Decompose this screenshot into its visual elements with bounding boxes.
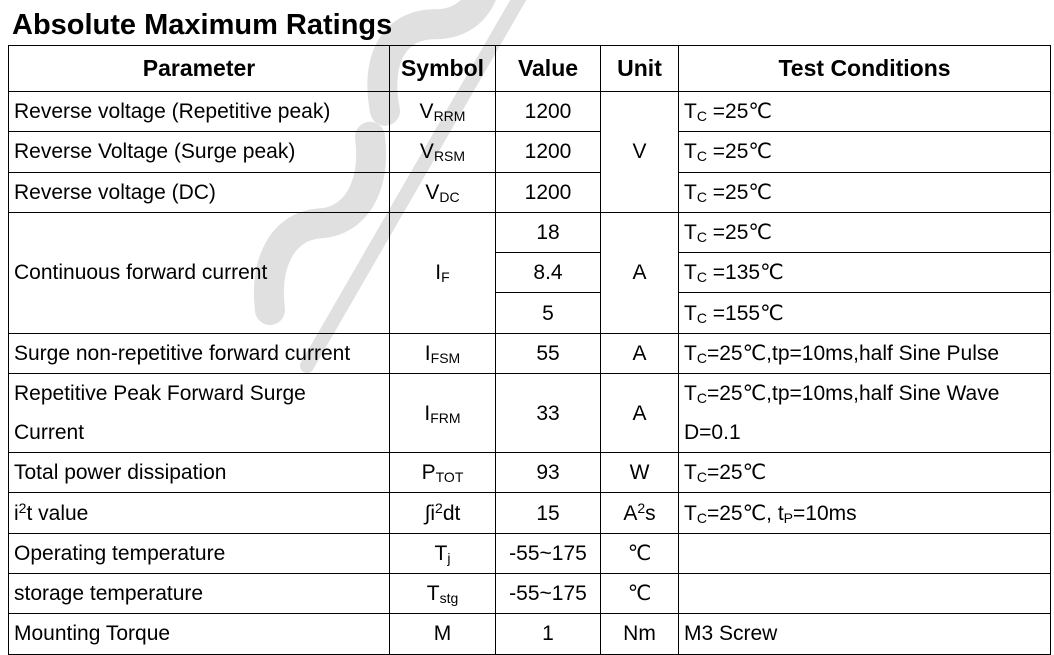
value-cell: 1200 [496, 172, 601, 212]
table-row [9, 493, 1051, 533]
unit-cell: ℃ [601, 533, 679, 573]
section-title: Absolute Maximum Ratings [12, 9, 393, 41]
value-cell: 1200 [496, 132, 601, 172]
table-row [9, 212, 1051, 252]
value-cell: 8.4 [496, 253, 601, 293]
header-value: Value [496, 46, 601, 92]
symbol-cell: $V_{DC}$ [390, 172, 496, 212]
condition-cell: $T_C$ =25℃ [679, 132, 1051, 172]
unit-cell: W [601, 453, 679, 493]
table-row [9, 453, 1051, 493]
unit-cell: Nm [601, 614, 679, 654]
parameter-cell: Reverse voltage (Repetitive peak) [9, 92, 390, 132]
header-parameter: Parameter [9, 46, 390, 92]
unit-cell: A [601, 212, 679, 333]
parameter-cell: Operating temperature [9, 533, 390, 573]
value-cell: 1200 [496, 92, 601, 132]
parameter-cell: Total power dissipation [9, 453, 390, 493]
table-row [9, 614, 1051, 654]
value-cell: 33 [496, 374, 601, 453]
header-unit: Unit [601, 46, 679, 92]
table-header-row [9, 46, 1051, 92]
parameter-cell: Continuous forward current [9, 212, 390, 333]
value-cell: 15 [496, 493, 601, 533]
symbol-cell: $I_{FRM}$ [390, 374, 496, 453]
symbol-cell: M [390, 614, 496, 654]
condition-cell: $T_C=25℃$ [679, 453, 1051, 493]
condition-cell: $T_C=25℃,tp=10ms,half$ Sine Pulse [679, 333, 1051, 373]
value-cell: 18 [496, 212, 601, 252]
condition-cell: M3 Screw [679, 614, 1051, 654]
symbol-cell: $\int i^2dt$ [390, 493, 496, 533]
unit-cell: ℃ [601, 573, 679, 613]
table-row [9, 172, 1051, 212]
unit-cell: A [601, 333, 679, 373]
parameter-cell: Reverse voltage (DC) [9, 172, 390, 212]
symbol-cell: $I_{FSM}$ [390, 333, 496, 373]
parameter-cell: Reverse Voltage (Surge peak) [9, 132, 390, 172]
symbol-cell: $I_F$ [390, 212, 496, 333]
symbol-cell: $V_{RRM}$ [390, 92, 496, 132]
value-cell: 93 [496, 453, 601, 493]
unit-cell: $A^2s$ [601, 493, 679, 533]
parameter-cell: Repetitive Peak Forward Surge Current [9, 374, 390, 453]
table-row [9, 573, 1051, 613]
header-test-conditions: Test Conditions [679, 46, 1051, 92]
condition-cell: $T_C$ =155℃ [679, 293, 1051, 333]
condition-cell: $T_C$ =135℃ [679, 253, 1051, 293]
value-cell: 1 [496, 614, 601, 654]
condition-cell: $T_C$ =25℃ [679, 172, 1051, 212]
unit-cell: V [601, 92, 679, 213]
condition-cell: $T_C$ =25℃ [679, 212, 1051, 252]
symbol-cell: $P_{TOT}$ [390, 453, 496, 493]
symbol-cell: $V_{RSM}$ [390, 132, 496, 172]
parameter-cell: $i^2t$ value [9, 493, 390, 533]
condition-cell [679, 533, 1051, 573]
unit-cell: A [601, 374, 679, 453]
value-cell: 55 [496, 333, 601, 373]
table-row [9, 92, 1051, 132]
parameter-cell: storage temperature [9, 573, 390, 613]
table-row [9, 132, 1051, 172]
table-row [9, 374, 1051, 453]
condition-cell [679, 573, 1051, 613]
value-cell: -55~175 [496, 573, 601, 613]
condition-cell: $T_C$ =25℃ [679, 92, 1051, 132]
table-row [9, 333, 1051, 373]
header-symbol: Symbol [390, 46, 496, 92]
value-cell: -55~175 [496, 533, 601, 573]
table-row [9, 533, 1051, 573]
value-cell: 5 [496, 293, 601, 333]
condition-cell: $T_C=25℃$, $t_P=10ms$ [679, 493, 1051, 533]
symbol-cell: $T_j$ [390, 533, 496, 573]
parameter-cell: Mounting Torque [9, 614, 390, 654]
ratings-table [8, 45, 1051, 655]
condition-cell: $T_C=25℃,tp=10ms,half$ Sine Wave D=0.1 [679, 374, 1051, 453]
parameter-cell: Surge non-repetitive forward current [9, 333, 390, 373]
symbol-cell: $T_{stg}$ [390, 573, 496, 613]
